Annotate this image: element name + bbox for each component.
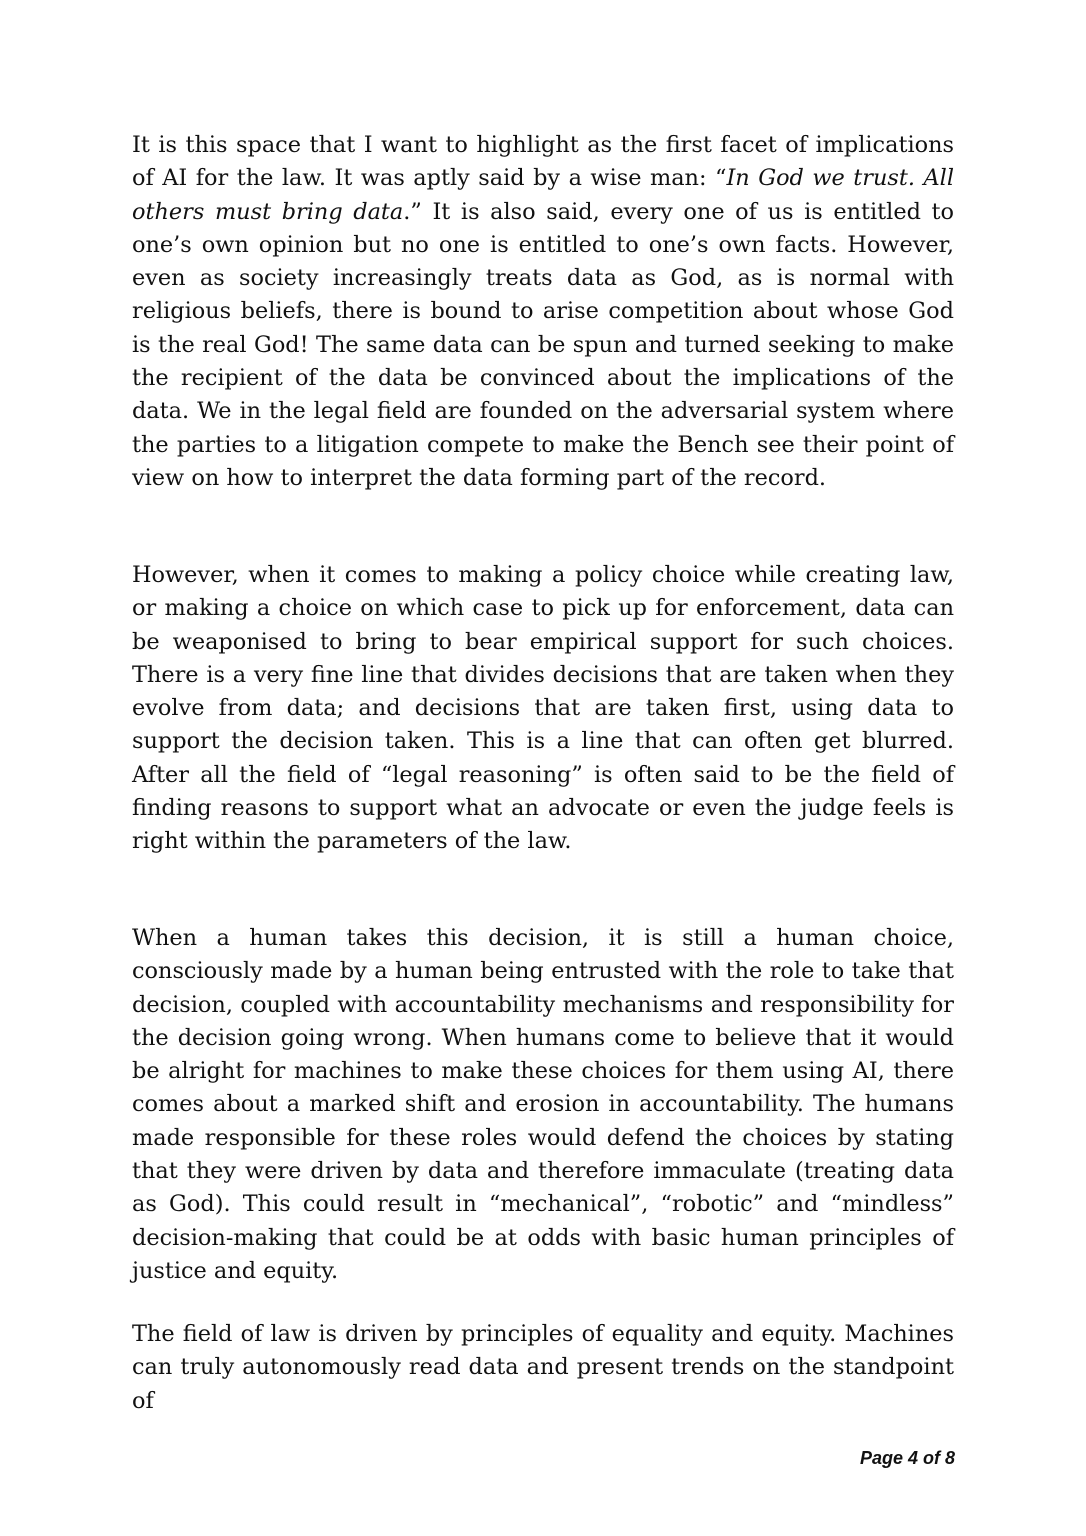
paragraph-1: [132, 129, 954, 495]
paragraph-1-quote: In God we trust. All others must bring data: [132, 165, 954, 225]
paragraph-3: When a human takes this decision, it is still a human choice, consciously made by a human being entrusted with the role to take that decision, coupled with accountability mechanisms and responsibility for the decision going wrong. When humans come to believe that it would be alright for machines to make these choices for them using AI, there comes about a marked shift and erosion in accountability. The humans made responsible for these roles would defend the choices by stating that they were driven by data and therefore immaculate (treating data as God). This could result in “mechanical”, “robotic” and “mindless” decision-making that could be at odds with basic human principles of justice and equity.: [132, 925, 954, 1284]
page-number: Page 4 of 8: [859, 1448, 955, 1468]
paragraph-1-text-end: .” It is also said, every one of us is entitled to one’s own opinion but no one is entitled to one’s own facts. However, even as society increasingly treats data as God, as is normal with religious beliefs, there is bound to arise competition about whose God is the real God! The same data can be spun and turned seeking to make the recipient of the data be convinced about the implications of the data. We in the legal field are founded on the adversarial system where the parties to a litigation compete to make the Bench see their point of view on how to interpret the data forming part of the record.: [132, 198, 954, 491]
paragraph-1-text-start: It is this space that I want to highlight as the first facet of implications of AI for the law. It was aptly said by a wise man: “: [132, 132, 954, 192]
paragraph-2: However, when it comes to making a policy choice while creating law, or making a choice on which case to pick up for enforcement, data can be weaponised to bring to bear empirical support for such choices. There is a very fine line that divides decisions that are taken when they evolve from data; and decisions that are taken first, using data to support the decision taken. This is a line that can often get blurred. After all the field of “legal reasoning” is often said to be the field of finding reasons to support what an advocate or even the judge feels is right within the parameters of the law.: [132, 562, 954, 855]
paragraph-4: The field of law is driven by principles of equality and equity. Machines can truly autonomously read data and present trends on the standpoint of: [132, 1321, 954, 1414]
